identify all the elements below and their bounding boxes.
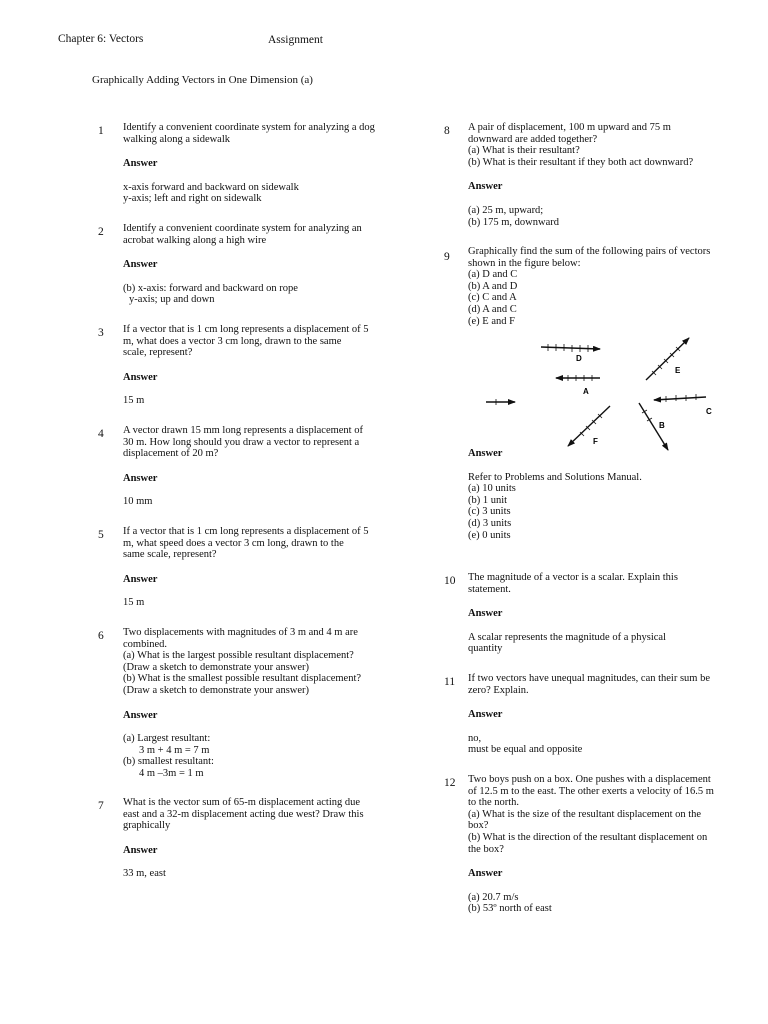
text-line: (c) 3 units [468, 506, 511, 518]
text-line: A vector drawn 15 mm long represents a displacement of [123, 425, 363, 436]
answer-text [123, 395, 388, 407]
answer-label: Answer [123, 158, 158, 170]
text-line: (b) What is the direction of the resultant displacement on [468, 831, 708, 843]
question-text [123, 223, 388, 246]
text-line: (c) C and A [468, 292, 517, 304]
answer-text [468, 205, 743, 228]
text-line: (a) Largest resultant: [123, 733, 211, 745]
question-text [468, 572, 743, 595]
question-text [123, 122, 388, 145]
vector-d [541, 347, 600, 349]
text-line: zero? Explain. [468, 684, 529, 696]
question-text [468, 122, 743, 168]
text-line: 30 m. How long should you draw a vector to represent a [123, 436, 360, 448]
question-number: 9 [444, 251, 450, 263]
question-number: 4 [98, 428, 104, 440]
text-line: (b) What is the smallest possible resultant displacement? [123, 673, 362, 685]
question-4 [123, 425, 388, 508]
section-subtitle: Graphically Adding Vectors in One Dimension (a) [92, 74, 313, 86]
answer-text [468, 632, 743, 655]
text-line: no, [468, 732, 482, 744]
question-text [468, 774, 743, 855]
vector-label-a: A [583, 387, 589, 396]
question-7 [123, 797, 388, 880]
text-line: y-axis; left and right on sidewalk [123, 193, 262, 205]
question-3 [123, 324, 388, 407]
text-line: 3 m + 4 m = 7 m [139, 744, 210, 756]
answer-text [123, 733, 388, 779]
text-line: (a) D and C [468, 269, 518, 281]
answer-text [468, 892, 743, 915]
question-number: 1 [98, 125, 104, 137]
answer-label: Answer [468, 448, 503, 459]
answer-text [468, 472, 743, 542]
text-line: Identify a convenient coordinate system for analyzing an [123, 223, 362, 234]
answer-text [123, 597, 388, 609]
answer-label: Answer [468, 868, 503, 880]
text-line: (b) A and D [468, 280, 518, 292]
text-line: (b) 1 unit [468, 494, 508, 506]
answer-label: Answer [468, 181, 503, 193]
vector-label-c: C [706, 407, 712, 416]
question-number: 10 [444, 575, 456, 587]
answer-label: Answer [468, 709, 503, 721]
text-line: statement. [468, 583, 511, 595]
text-line: If a vector that is 1 cm long represents a displacement of 5 [123, 526, 369, 537]
text-line: Two boys push on a box. One pushes with a displacement [468, 774, 711, 785]
question-number: 6 [98, 630, 104, 642]
text-line: box? [468, 820, 489, 832]
vector-label-b: B [659, 421, 665, 430]
text-line: If two vectors have unequal magnitudes, can their sum be [468, 673, 711, 684]
question-9 [468, 246, 743, 327]
text-line: (a) 25 m, upward; [468, 204, 544, 216]
answer-text [468, 733, 743, 756]
text-line: m, what speed does a vector 3 cm long, drawn to the [123, 537, 344, 549]
answer-label: Answer [123, 709, 158, 721]
question-text [123, 627, 388, 697]
question-text [123, 526, 388, 561]
text-line: (a) What is the size of the resultant displacement on the [468, 808, 702, 820]
answer-text [123, 496, 388, 508]
text-line: (b) x-axis: forward and backward on rope [123, 282, 298, 294]
answer-label: Answer [123, 472, 158, 484]
text-line: 15 m [123, 395, 145, 407]
vector-label-e: E [675, 366, 681, 375]
text-line: A pair of displacement, 100 m upward and 75 m [468, 122, 671, 133]
text-line: the box? [468, 843, 504, 855]
vector-label-f: F [593, 437, 598, 446]
text-line: (b) smallest resultant: [123, 756, 214, 768]
text-line: acrobat walking along a high wire [123, 234, 267, 246]
question-text [123, 425, 388, 460]
text-line: Graphically find the sum of the following pairs of vectors [468, 246, 711, 257]
text-line: 4 m –3m = 1 m [139, 767, 204, 779]
text-line: x-axis forward and backward on sidewalk [123, 181, 299, 193]
answer-text [123, 182, 388, 205]
text-line: east and a 32-m displacement acting due west? Draw this [123, 808, 364, 820]
text-line: (a) What is the largest possible resultant displacement? [123, 650, 354, 662]
question-number: 7 [98, 800, 104, 812]
question-number: 2 [98, 226, 104, 238]
text-line: 33 m, east [123, 868, 166, 880]
answer-label: Answer [468, 608, 503, 620]
text-line: must be equal and opposite [468, 744, 583, 756]
text-line: What is the vector sum of 65-m displacement acting due [123, 797, 361, 808]
text-line: walking along a sidewalk [123, 133, 231, 145]
question-2 [123, 223, 388, 306]
question-12 [468, 774, 743, 915]
text-line: displacement of 20 m? [123, 448, 219, 460]
question-text [468, 673, 743, 696]
text-line: combined. [123, 638, 168, 650]
text-line: (d) 3 units [468, 517, 512, 529]
question-number: 12 [444, 777, 456, 789]
text-line: (e) 0 units [468, 529, 511, 541]
vector-figure [484, 338, 724, 446]
text-line: of 12.5 m to the east. The other exerts a velocity of 16.5 m [468, 785, 714, 797]
vector-c [654, 397, 706, 400]
question-9-answer [468, 448, 743, 541]
text-line: (b) 175 m, downward [468, 216, 559, 228]
question-6 [123, 627, 388, 780]
text-line: The magnitude of a vector is a scalar. Explain this [468, 572, 678, 583]
text-line: scale, represent? [123, 347, 193, 359]
assignment-title: Assignment [268, 34, 323, 46]
question-1 [123, 122, 388, 205]
text-line: downward are added together? [468, 133, 598, 145]
text-line: m, what does a vector 3 cm long, drawn to the same [123, 335, 342, 347]
text-line: (b) 53º north of east [468, 903, 552, 915]
question-5 [123, 526, 388, 609]
text-line: quantity [468, 643, 503, 655]
answer-label: Answer [123, 371, 158, 383]
text-line: (d) A and C [468, 303, 517, 315]
text-line: y-axis; up and down [129, 294, 215, 306]
text-line: If a vector that is 1 cm long represents a displacement of 5 [123, 324, 369, 335]
vector-f [568, 406, 610, 446]
text-line: Refer to Problems and Solutions Manual. [468, 471, 642, 483]
text-line: graphically [123, 820, 171, 832]
question-8 [468, 122, 743, 228]
text-line: (e) E and F [468, 315, 515, 327]
vector-label-d: D [576, 354, 582, 363]
text-line: (Draw a sketch to demonstrate your answer) [123, 661, 310, 673]
question-number: 8 [444, 125, 450, 137]
question-text [468, 246, 743, 327]
text-line: to the north. [468, 797, 520, 809]
answer-label: Answer [123, 573, 158, 585]
text-line: shown in the figure below: [468, 257, 581, 269]
text-line: (a) 20.7 m/s [468, 891, 519, 903]
text-line: 15 m [123, 597, 145, 609]
text-line: (Draw a sketch to demonstrate your answer) [123, 684, 310, 696]
question-number: 5 [98, 529, 104, 541]
question-number: 11 [444, 676, 456, 688]
answer-label: Answer [123, 844, 158, 856]
chapter-title: Chapter 6: Vectors [58, 33, 144, 45]
question-11 [468, 673, 743, 756]
answer-label: Answer [123, 259, 158, 271]
text-line: 10 mm [123, 496, 153, 508]
text-line: (a) What is their resultant? [468, 145, 580, 157]
text-line: (b) What is their resultant if they both act downward? [468, 156, 694, 168]
question-number: 3 [98, 327, 104, 339]
question-text [123, 324, 388, 359]
vector-e [646, 338, 689, 380]
text-line: same scale, represent? [123, 549, 217, 561]
question-text [123, 797, 388, 832]
answer-text [123, 283, 388, 306]
question-10 [468, 572, 743, 655]
text-line: Identify a convenient coordinate system for analyzing a dog [123, 122, 375, 133]
text-line: (a) 10 units [468, 483, 516, 495]
answer-text [123, 868, 388, 880]
text-line: Two displacements with magnitudes of 3 m and 4 m are [123, 627, 358, 638]
text-line: A scalar represents the magnitude of a physical [468, 631, 666, 643]
